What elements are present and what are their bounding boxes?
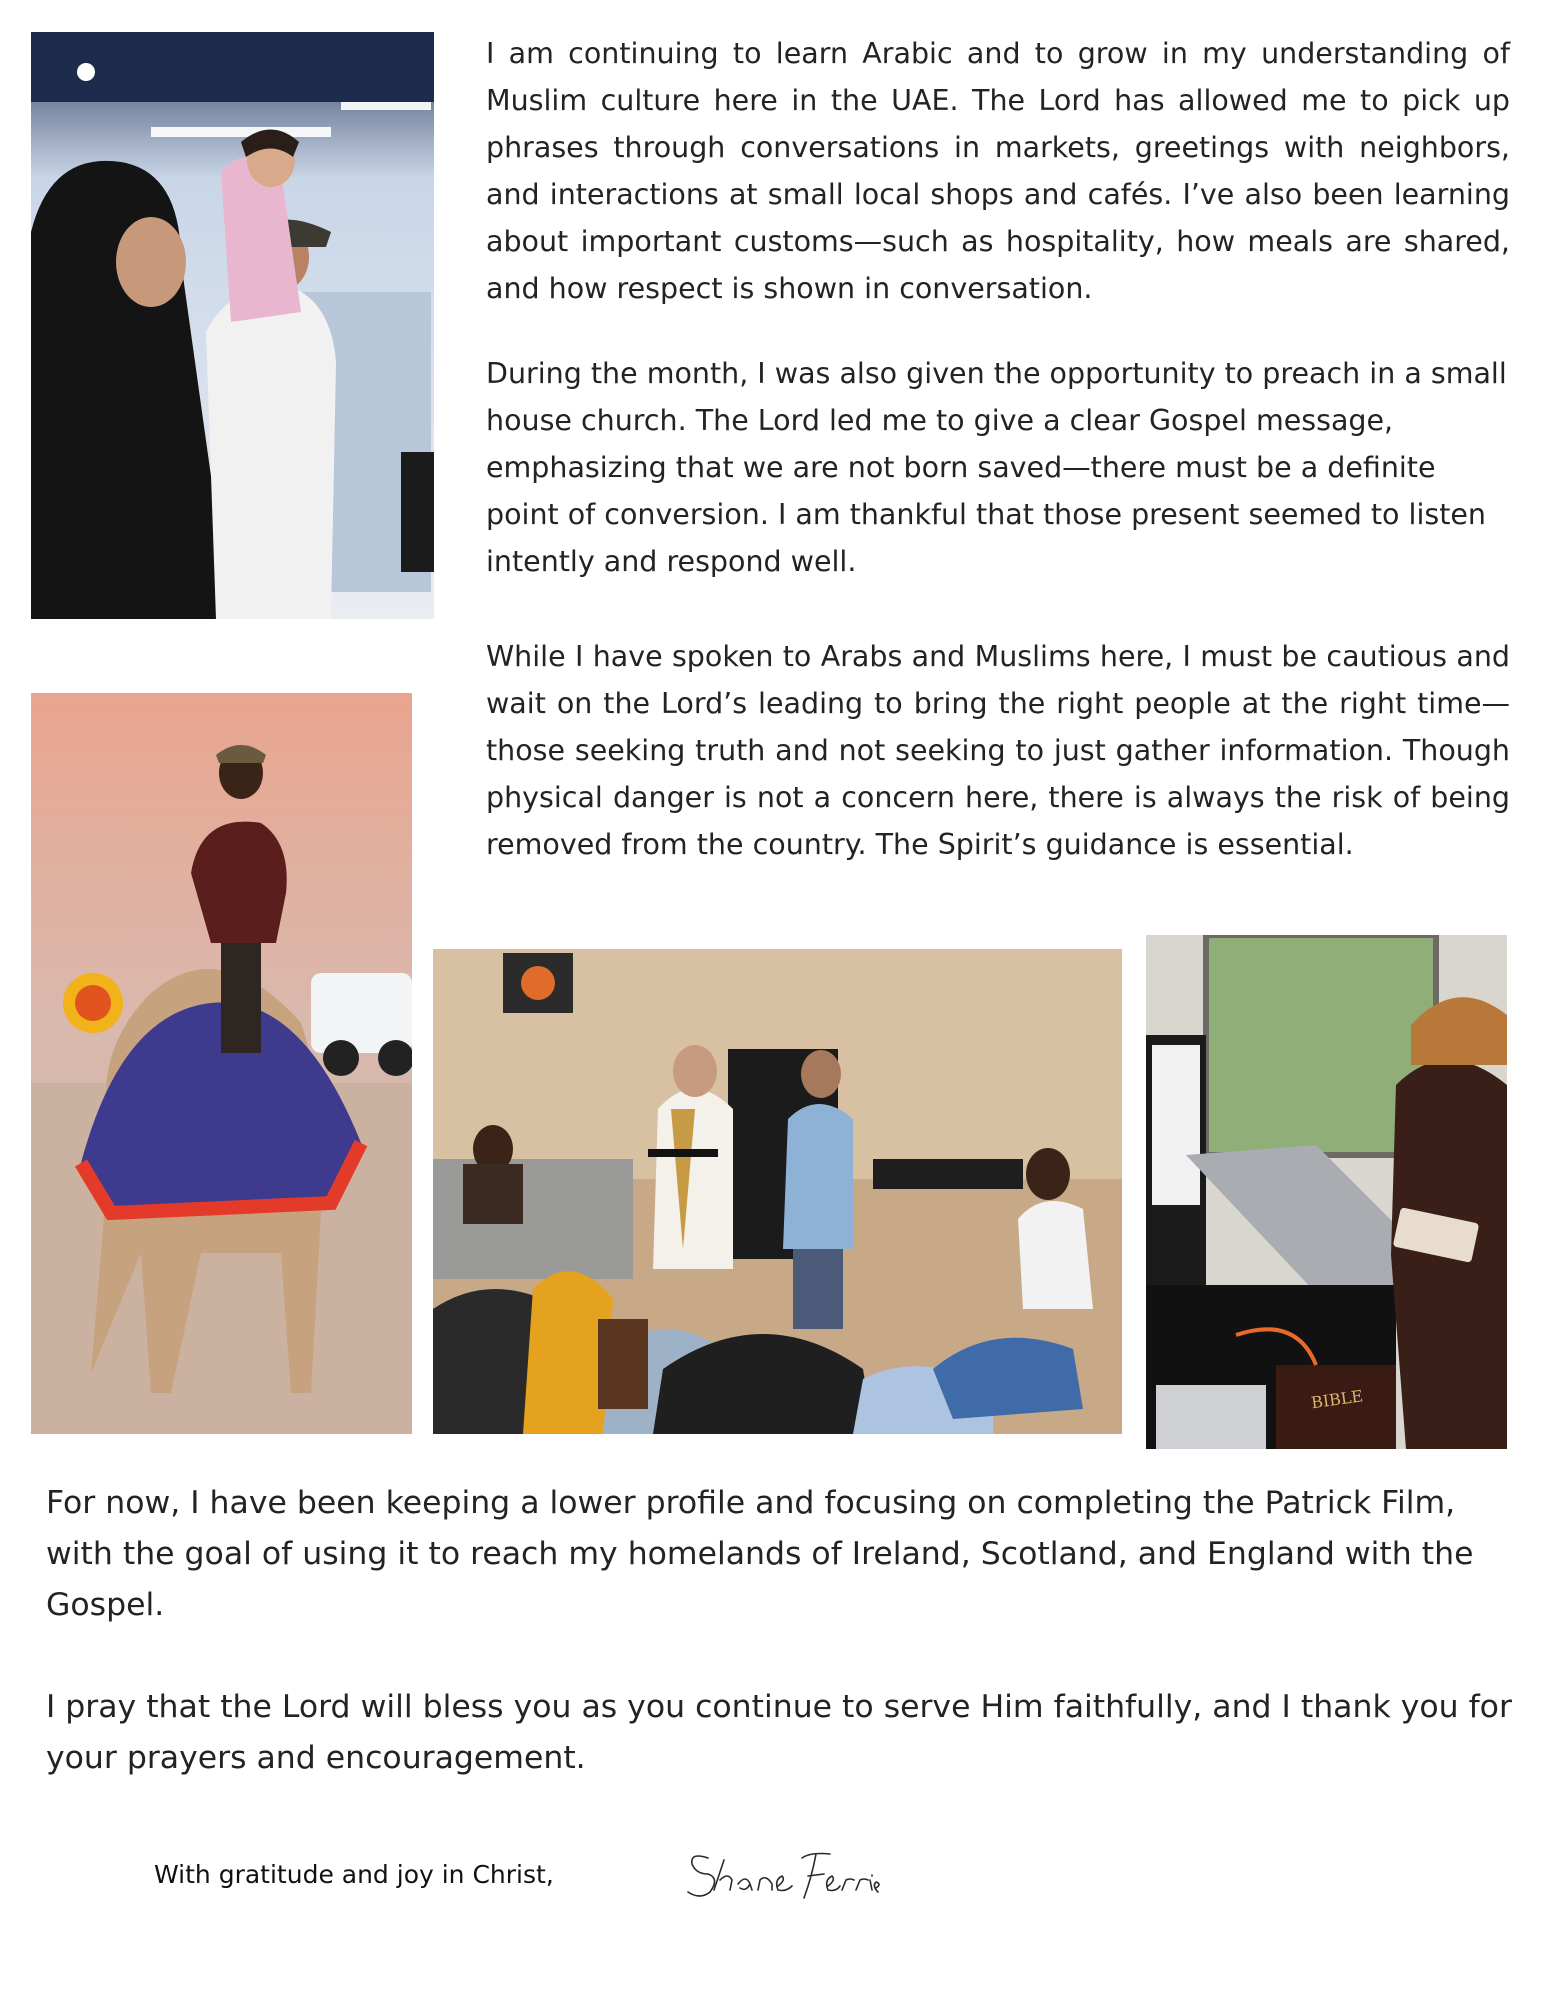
photo-house-church-preaching	[433, 949, 1122, 1434]
paragraph-blessing: I pray that the Lord will bless you as you continue to serve Him faithfully, and I thank you for your prayers and encouragement.	[46, 1689, 1512, 1776]
signature-shane-ferris	[680, 1840, 880, 1910]
photo-family-child-shoulders	[31, 32, 434, 619]
photo-laptop-bible-study	[1146, 935, 1507, 1449]
paragraph-caution: While I have spoken to Arabs and Muslims here, I must be cautious and wait on the Lord’s leading to bring the right people at the right time—those seeking truth and not seeking to just gather information. Though physical danger is not a concern here, there is always the risk of being removed from the country. The Spirit’s guidance is essential.	[486, 640, 1510, 861]
photo-camel-ride	[31, 693, 412, 1434]
closing-line: With gratitude and joy in Christ,	[154, 1860, 554, 1889]
paragraph-house-church: During the month, I was also given the opportunity to preach in a small house church. The Lord led me to give a clear Gospel message, emphasizing that we are not born saved—there must be a definite point of conversion. I am thankful that those present seemed to listen intently and respond well.	[486, 357, 1507, 578]
paragraph-patrick-film: For now, I have been keeping a lower profile and focusing on completing the Patrick Film, with the goal of using it to reach my homelands of Ireland, Scotland, and England with the Gospel.	[46, 1485, 1474, 1623]
bible-label: BIBLE	[1309, 1386, 1365, 1413]
paragraph-arabic-culture: I am continuing to learn Arabic and to grow in my understanding of Muslim culture here in the UAE. The Lord has allowed me to pick up phrases through conversations in markets, greetings with neighbors, and interactions at small local shops and cafés. I’ve also been learning about important customs—such as hospitality, how meals are shared, and how respect is shown in conversation.	[486, 37, 1510, 305]
